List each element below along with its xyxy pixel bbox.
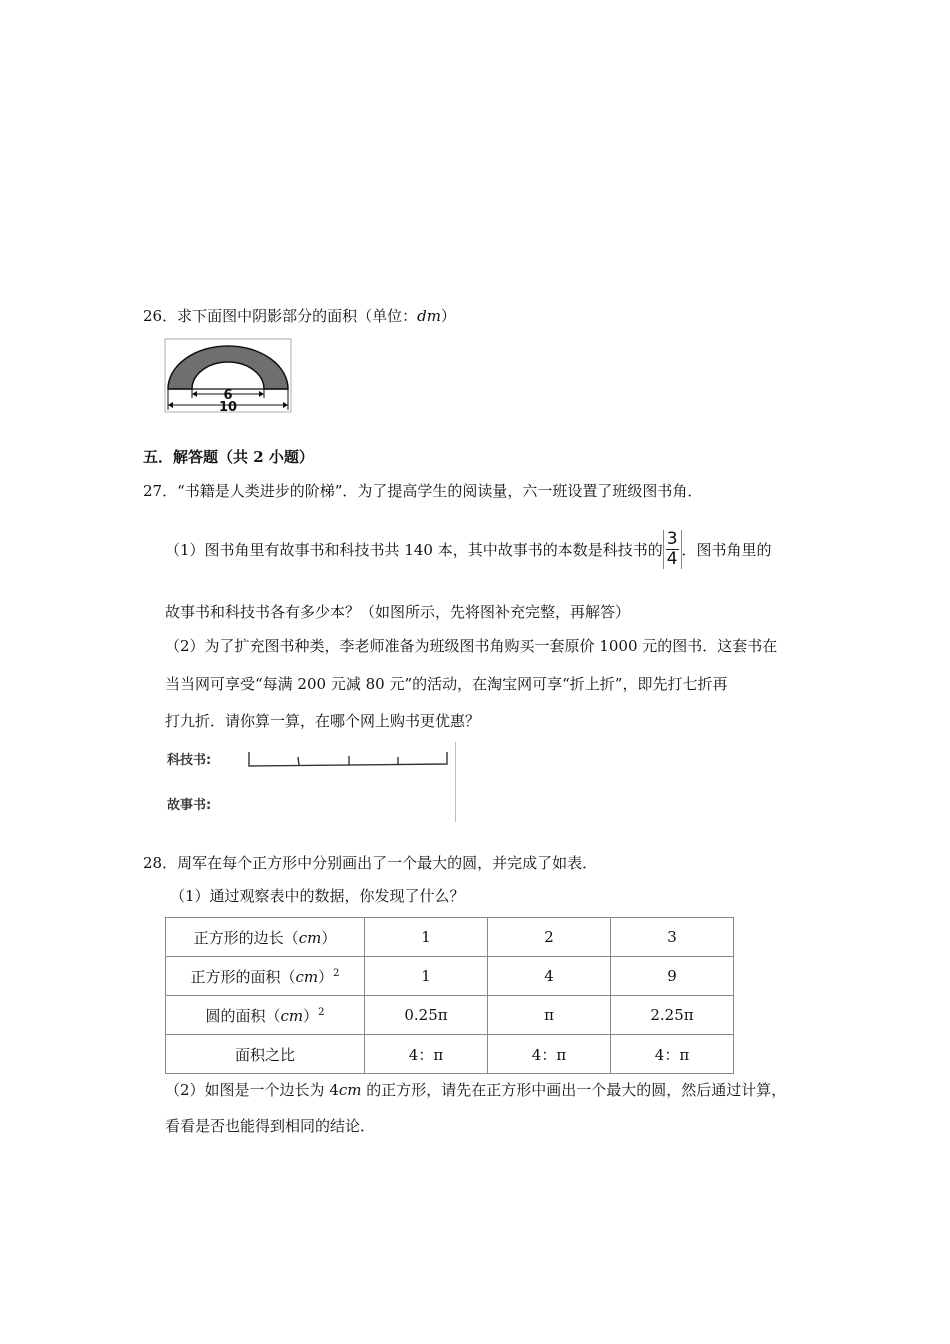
table-cell: 2 [488, 918, 611, 957]
table-cell: 3 [611, 918, 734, 957]
q26-close: ） [440, 307, 456, 325]
table-row [166, 996, 734, 1035]
fraction-three-quarters: $\frac{3}{4}$ [663, 530, 682, 569]
table-cell: 0.25π [365, 996, 488, 1035]
table-row [166, 1035, 734, 1074]
shaded-region [168, 346, 288, 389]
row-header: 正方形的面积（cm）$^2$ [166, 957, 365, 996]
q27-intro: 27．“书籍是人类进步的阶梯”．为了提高学生的阅读量，六一班设置了班级图书角． [143, 482, 703, 500]
data-table [165, 917, 734, 1074]
q27-part2-line1: （2）为了扩充图书种类，李老师准备为班级图书角购买一套原价 1000 元的图书．这套书在 [165, 637, 778, 655]
q28-intro: 28．周军在每个正方形中分别画出了一个最大的圆，并完成了如表． [143, 854, 598, 872]
q27-part2-line2: 当当网可享受“每满 200 元减 80 元”的活动，在淘宝网可享“折上折”，即先打七折再 [165, 675, 728, 693]
row-header: 面积之比 [166, 1035, 365, 1074]
row-header: 圆的面积（cm）$^2$ [166, 996, 365, 1035]
q27-part1-text: （1）图书角里有故事书和科技书共 140 本，其中故事书的本数是科技书的 [165, 540, 663, 559]
table-cell: 4：π [488, 1035, 611, 1074]
inner-diameter-label: 6 [223, 388, 233, 403]
q27-part1-tail: ．图书角里的 [681, 540, 772, 559]
table-cell: 4 [488, 957, 611, 996]
semi-ring-figure [163, 338, 293, 414]
q28-sub2-line1: （2）如图是一个边长为 4cm 的正方形，请先在正方形中画出一个最大的圆，然后通过计算， [165, 1081, 787, 1099]
bar-diagram [163, 742, 456, 822]
table-cell: π [488, 996, 611, 1035]
question-26 [143, 306, 456, 326]
row-header: 正方形的边长（cm） [166, 918, 365, 957]
table-row [166, 957, 734, 996]
q28-sub2-line2: 看看是否也能得到相同的结论． [165, 1117, 376, 1135]
outer-diameter-label: 10 [218, 400, 238, 414]
table-cell: 4：π [365, 1035, 488, 1074]
table-cell: 1 [365, 918, 488, 957]
table-cell: 2.25π [611, 996, 734, 1035]
tech-books-bar [243, 746, 453, 770]
section-title: 五．解答题（共 2 小题） [143, 448, 314, 466]
q27-part1-line2: 故事书和科技书各有多少本？（如图所示，先将图补充完整，再解答） [165, 603, 631, 621]
q27-part1-line1 [165, 530, 772, 569]
table-cell: 1 [365, 957, 488, 996]
q27-part2-line3: 打九折．请你算一算，在哪个网上购书更优惠？ [165, 712, 481, 730]
label-tech-books: 科技书: [167, 753, 212, 768]
q26-text: 26．求下面图中阴影部分的面积（单位： [143, 307, 418, 325]
q26-unit: dm [417, 307, 441, 325]
label-story-books: 故事书: [167, 798, 212, 813]
table-row [166, 918, 734, 957]
table-cell: 9 [611, 957, 734, 996]
q28-sub1: （1）通过观察表中的数据，你发现了什么？ [170, 887, 465, 905]
table-cell: 4：π [611, 1035, 734, 1074]
